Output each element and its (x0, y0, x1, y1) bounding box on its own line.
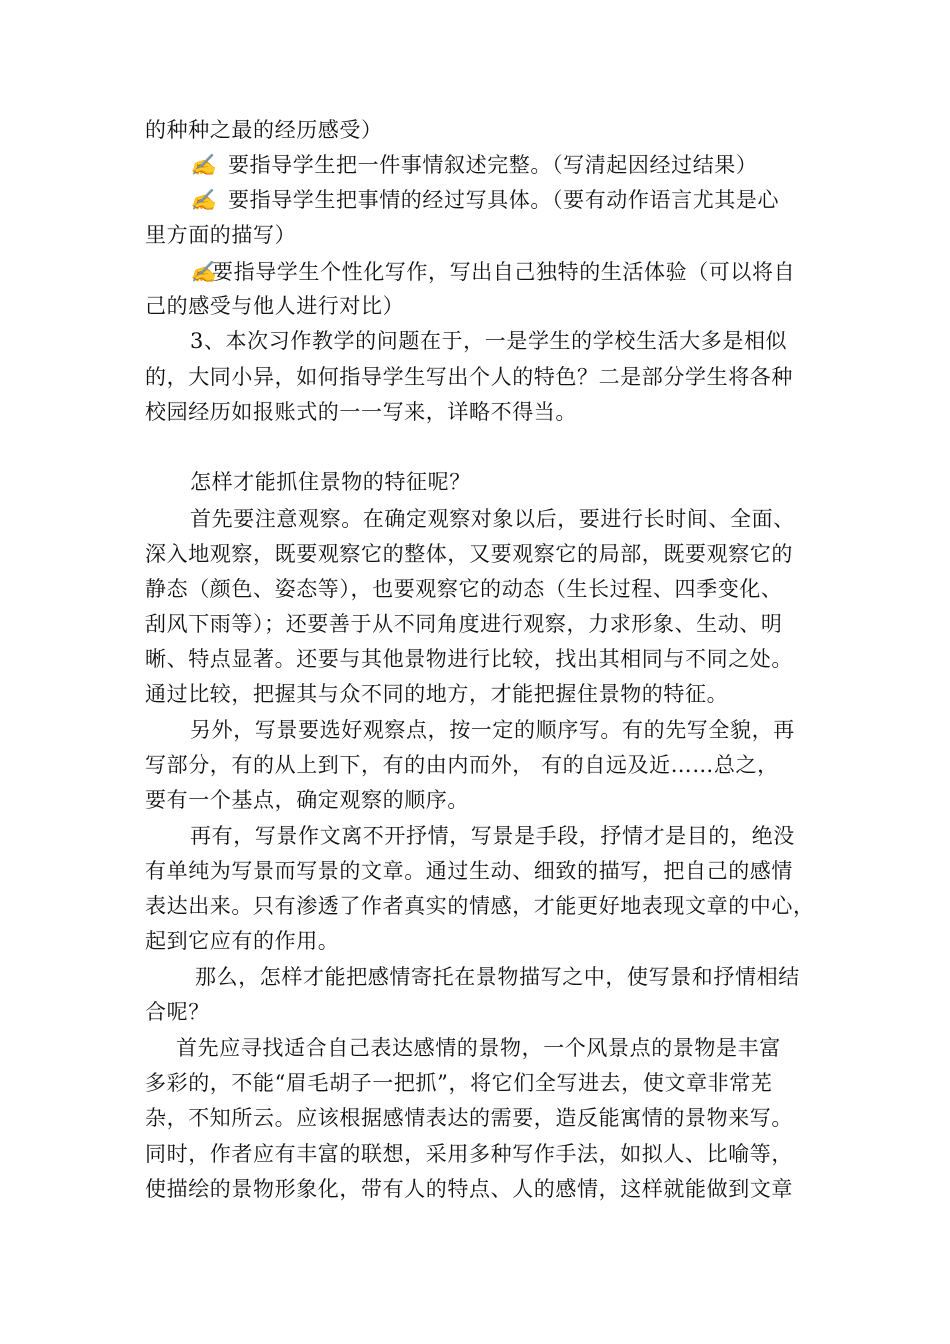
section-heading: 怎样才能抓住景物的特征呢？ (190, 470, 471, 494)
text-line: 的种种之最的经历感受） (145, 118, 383, 142)
text-line: 刮风下雨等）；还要善于从不同角度进行观察，力求形象、生动、明 (145, 612, 783, 636)
pen-icon: ✍ (190, 153, 217, 177)
bullet-text: 要指导学生把事情的经过写具体。（要有动作语言尤其是心 (228, 188, 780, 212)
pen-icon: ✍ (190, 260, 217, 284)
text-line: 静态（颜色、姿态等），也要观察它的动态（生长过程、四季变化、 (145, 577, 783, 601)
bullet-text: 要指导学生个性化写作，写出自己独特的生活体验（可以将自 (212, 260, 796, 284)
text-line: 首先要注意观察。在确定观察对象以后，要进行长时间、全面、 (190, 507, 795, 531)
bullet-item (190, 183, 860, 217)
text-line: 有单纯为写景而写景的文章。通过生动、细致的描写，把自己的感情 (145, 859, 793, 883)
text-line: 里方面的描写） (145, 223, 297, 247)
text-line: 首先应寻找适合自己表达感情的景物，一个风景点的景物是丰富 (176, 1036, 781, 1060)
text-line: 表达出来。只有渗透了作者真实的情感，才能更好地表现文章的中心， (145, 894, 815, 918)
text-line: 的，大同小异，如何指导学生写出个人的特色？二是部分学生将各种 (145, 365, 793, 389)
pen-icon: ✍ (190, 188, 217, 212)
text-line: 同时，作者应有丰富的联想，采用多种写作手法，如拟人、比喻等， (145, 1142, 793, 1166)
bullet-item (190, 148, 860, 182)
text-line: 己的感受与他人进行对比） (145, 294, 405, 318)
text-line: 校园经历如报账式的一一写来，详略不得当。 (145, 400, 577, 424)
text-line: 晰、特点显著。还要与其他景物进行比较，找出其相同与不同之处。 (145, 647, 793, 671)
text-line: 深入地观察，既要观察它的整体，又要观察它的局部，既要观察它的 (145, 542, 793, 566)
text-line: 要有一个基点，确定观察的顺序。 (145, 788, 469, 812)
text-line: 杂，不知所云。应该根据感情表达的需要，造反能寓情的景物来写。 (145, 1106, 793, 1130)
text-line: 合呢？ (145, 1000, 210, 1024)
text-line: 通过比较，把握其与众不同的地方，才能把握住景物的特征。 (145, 682, 729, 706)
text-line: 多彩的，不能“眉毛胡子一把抓”，将它们全写进去，使文章非常芜 (145, 1071, 773, 1095)
bullet-item (190, 255, 860, 289)
text-line: 3、本次习作教学的问题在于，一是学生的学校生活大多是相似 (190, 329, 788, 353)
text-line: 再有，写景作文离不开抒情，写景是手段，抒情才是目的，绝没 (190, 824, 795, 848)
bullet-text: 要指导学生把一件事情叙述完整。（写清起因经过结果） (228, 153, 758, 177)
text-line: 写部分，有的从上到下，有的由内而外， 有的自远及近……总之， (145, 753, 779, 777)
text-line: 那么，怎样才能把感情寄托在景物描写之中，使写景和抒情相结 (195, 965, 800, 989)
text-line: 使描绘的景物形象化，带有人的特点、人的感情，这样就能做到文章 (145, 1177, 793, 1201)
text-line: 另外，写景要选好观察点，按一定的顺序写。有的先写全貌，再 (190, 718, 795, 742)
text-line: 起到它应有的作用。 (145, 929, 340, 953)
